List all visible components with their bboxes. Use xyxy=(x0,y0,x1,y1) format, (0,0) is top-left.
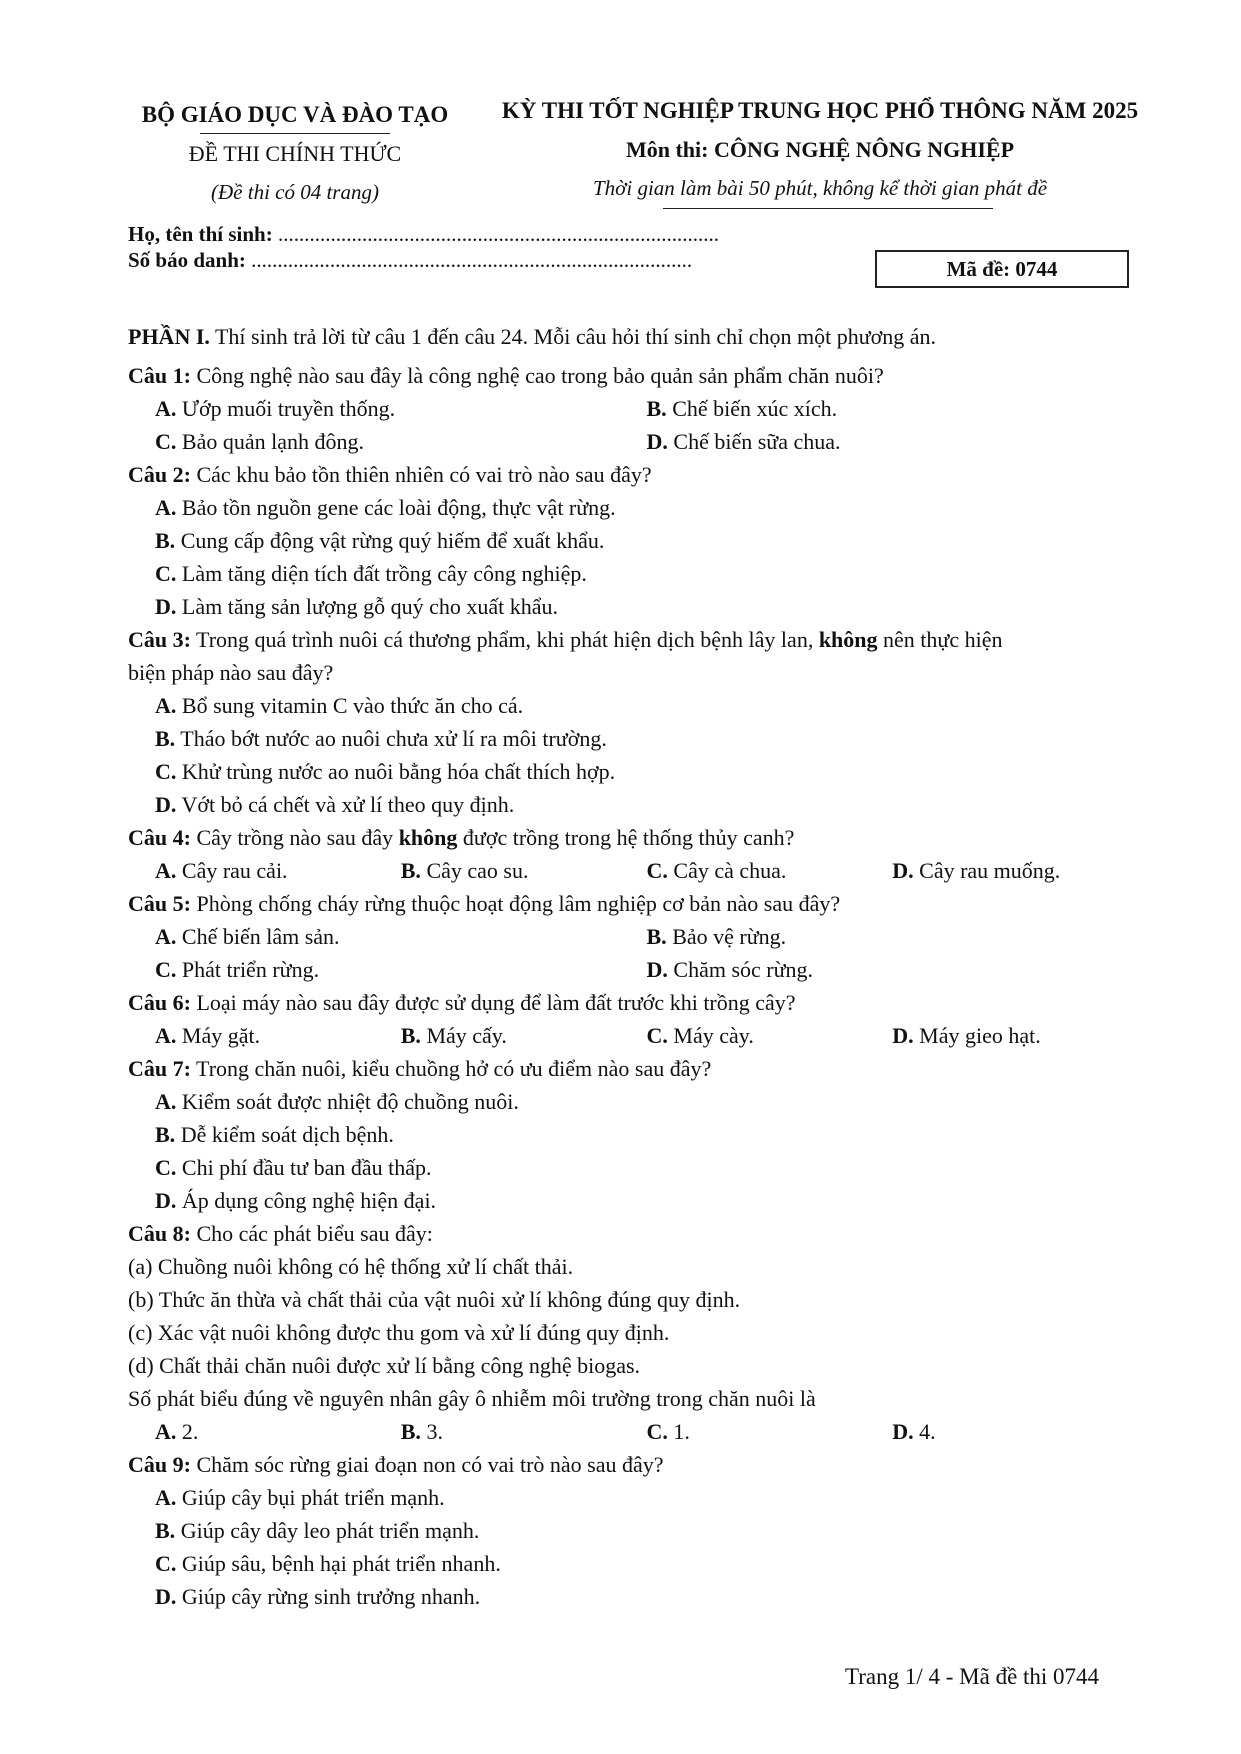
option-a: A. Giúp cây bụi phát triển mạnh. xyxy=(155,1485,445,1510)
candidate-id-line xyxy=(128,248,692,273)
option-c: C. Phát triển rừng. xyxy=(155,957,320,982)
option-c: C. Bảo quản lạnh đông. xyxy=(155,429,364,454)
option-b: B. Bảo vệ rừng. xyxy=(646,924,787,949)
question-5-options-row2 xyxy=(128,953,1138,986)
option-b: B. Cung cấp động vật rừng quý hiếm để xuất khẩu. xyxy=(155,528,605,553)
option-d: D. Áp dụng công nghệ hiện đại. xyxy=(155,1188,437,1213)
option-a: A. 2. xyxy=(155,1419,199,1444)
question-4-options xyxy=(128,854,1138,887)
question-label: Câu 3: xyxy=(128,627,191,652)
header-rule-right xyxy=(663,208,993,209)
time-note: Thời gian làm bài 50 phút, không kể thời gian phát đề xyxy=(592,176,1048,200)
question-text: Cho các phát biểu sau đây: xyxy=(190,1221,433,1246)
option-b: B. Tháo bớt nước ao nuôi chưa xử lí ra môi trường. xyxy=(155,726,607,751)
option-a: A. Bảo tồn nguồn gene các loài động, thực vật rừng. xyxy=(155,495,616,520)
exam-title: KỲ THI TỐT NGHIỆP TRUNG HỌC PHỔ THÔNG NĂM 2025 xyxy=(501,98,1139,123)
option-b: B. Dễ kiểm soát dịch bệnh. xyxy=(155,1122,394,1147)
question-text: Chăm sóc rừng giai đoạn non có vai trò nào sau đây? xyxy=(190,1452,664,1477)
option-d: D. Cây rau muống. xyxy=(892,858,1061,883)
question-3-line2: biện pháp nào sau đây? xyxy=(128,660,334,685)
question-8-stem: Số phát biểu đúng về nguyên nhân gây ô nhiễm môi trường trong chăn nuôi là xyxy=(128,1386,816,1411)
subject-name: CÔNG NGHỆ NÔNG NGHIỆP xyxy=(713,137,1015,162)
question-label: Câu 9: xyxy=(128,1452,191,1477)
question-2 xyxy=(128,458,1138,491)
header-right xyxy=(480,96,1160,202)
section-label: PHẦN I. xyxy=(128,324,210,349)
question-8 xyxy=(128,1217,1138,1250)
option-d: D. Làm tăng sản lượng gỗ quý cho xuất khẩu. xyxy=(155,594,558,619)
option-c: C. Cây cà chua. xyxy=(646,858,787,883)
option-a: A. Ướp muối truyền thống. xyxy=(155,396,396,421)
candidate-name-line xyxy=(128,222,719,247)
option-a: A. Kiểm soát được nhiệt độ chuồng nuôi. xyxy=(155,1089,519,1114)
option-c: C. Chi phí đầu tư ban đầu thấp. xyxy=(155,1155,432,1180)
question-text: Các khu bảo tồn thiên nhiên có vai trò nào sau đây? xyxy=(190,462,652,487)
option-c: C. Máy cày. xyxy=(646,1023,754,1048)
question-1 xyxy=(128,359,1138,392)
section-instruction xyxy=(128,320,1138,353)
page-footer: Trang 1/ 4 - Mã đề thi 0744 xyxy=(845,1664,1100,1689)
option-d: D. Chế biến sữa chua. xyxy=(646,429,841,454)
question-5-options-row1 xyxy=(128,920,1138,953)
question-text: Phòng chống cháy rừng thuộc hoạt động lâm nghiệp cơ bản nào sau đây? xyxy=(190,891,841,916)
option-b: B. 3. xyxy=(400,1419,443,1444)
question-8-options xyxy=(128,1415,1138,1448)
option-b: B. Chế biến xúc xích. xyxy=(646,396,838,421)
option-a: A. Bổ sung vitamin C vào thức ăn cho cá. xyxy=(155,693,524,718)
statement-a: (a) Chuồng nuôi không có hệ thống xử lí chất thải. xyxy=(128,1254,574,1279)
option-d: D. Máy gieo hạt. xyxy=(892,1023,1041,1048)
statement-d: (d) Chất thải chăn nuôi được xử lí bằng công nghệ biogas. xyxy=(128,1353,641,1378)
header-left xyxy=(120,100,470,206)
candidate-name-label: Họ, tên thí sinh: xyxy=(128,222,273,246)
question-label: Câu 6: xyxy=(128,990,191,1015)
option-c: C. Khử trùng nước ao nuôi bằng hóa chất thích hợp. xyxy=(155,759,616,784)
question-1-options-row1 xyxy=(128,392,1138,425)
section-text: Thí sinh trả lời từ câu 1 đến câu 24. Mỗi câu hỏi thí sinh chỉ chọn một phương án. xyxy=(209,324,937,349)
question-6 xyxy=(128,986,1138,1019)
option-a: A. Chế biến lâm sản. xyxy=(155,924,340,949)
question-3: Câu 3: Trong quá trình nuôi cá thương phẩm, khi phát hiện dịch bệnh lây lan, không nên thực hiện xyxy=(128,627,1003,652)
question-9 xyxy=(128,1448,1138,1481)
question-4: Câu 4: Cây trồng nào sau đây không được trồng trong hệ thống thủy canh? xyxy=(128,825,795,850)
question-5 xyxy=(128,887,1138,920)
option-c: C. 1. xyxy=(646,1419,690,1444)
candidate-name-dots: .................................................................................... xyxy=(277,222,719,246)
option-b: B. Máy cấy. xyxy=(400,1023,507,1048)
question-label: Câu 1: xyxy=(128,363,191,388)
subject-label: Môn thi: xyxy=(625,137,709,162)
question-text: Công nghệ nào sau đây là công nghệ cao trong bảo quản sản phẩm chăn nuôi? xyxy=(190,363,884,388)
candidate-id-dots: .................................................................................... xyxy=(251,248,693,272)
question-label: Câu 4: xyxy=(128,825,191,850)
exam-code-box: Mã đề: 0744 xyxy=(875,250,1129,288)
statement-c: (c) Xác vật nuôi không được thu gom và xử lí đúng quy định. xyxy=(128,1320,670,1345)
option-c: C. Giúp sâu, bệnh hại phát triển nhanh. xyxy=(155,1551,501,1576)
official-label: ĐỀ THI CHÍNH THỨC xyxy=(188,141,402,166)
header-rule-left xyxy=(200,133,390,134)
option-d: D. Giúp cây rừng sinh trưởng nhanh. xyxy=(155,1584,481,1609)
option-b: B. Cây cao su. xyxy=(400,858,529,883)
ministry-name: BỘ GIÁO DỤC VÀ ĐÀO TẠO xyxy=(141,102,449,127)
option-d: D. Vớt bỏ cá chết và xử lí theo quy định. xyxy=(155,792,515,817)
option-a: A. Cây rau cải. xyxy=(155,858,288,883)
question-label: Câu 2: xyxy=(128,462,191,487)
question-1-options-row2 xyxy=(128,425,1138,458)
option-d: D. Chăm sóc rừng. xyxy=(646,957,814,982)
option-d: D. 4. xyxy=(892,1419,936,1444)
question-text: Trong chăn nuôi, kiểu chuồng hở có ưu điểm nào sau đây? xyxy=(190,1056,712,1081)
question-label: Câu 5: xyxy=(128,891,191,916)
option-c: C. Làm tăng diện tích đất trồng cây công nghiệp. xyxy=(155,561,587,586)
option-b: B. Giúp cây dây leo phát triển mạnh. xyxy=(155,1518,480,1543)
option-a: A. Máy gặt. xyxy=(155,1023,261,1048)
question-7 xyxy=(128,1052,1138,1085)
pages-note: (Đề thi có 04 trang) xyxy=(211,180,379,204)
question-text: Loại máy nào sau đây được sử dụng để làm đất trước khi trồng cây? xyxy=(190,990,796,1015)
question-6-options xyxy=(128,1019,1138,1052)
question-label: Câu 7: xyxy=(128,1056,191,1081)
candidate-id-label: Số báo danh: xyxy=(128,248,246,272)
exam-content xyxy=(128,320,1138,1613)
subject-line xyxy=(480,136,1160,164)
question-label: Câu 8: xyxy=(128,1221,191,1246)
statement-b: (b) Thức ăn thừa và chất thải của vật nuôi xử lí không đúng quy định. xyxy=(128,1287,741,1312)
